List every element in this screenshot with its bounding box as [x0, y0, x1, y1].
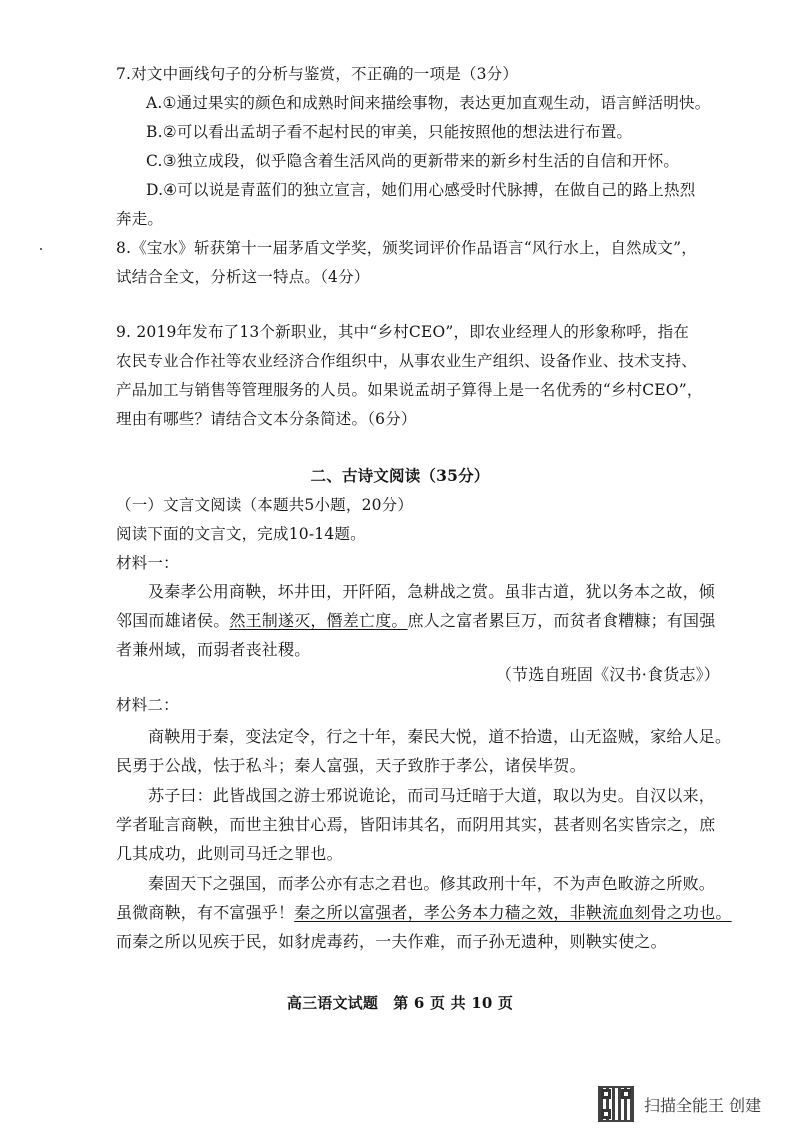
question-8-line-2: 试结合全文，分析这一特点。（4分）	[116, 268, 370, 286]
material-2-para-1-line-2: 民勇于公战，怯于私斗；秦人富强，天子致胙于孝公，诸侯毕贺。	[116, 756, 586, 775]
question-9-line-3: 产品加工与销售等管理服务的人员。如果说孟胡子算得上是一名优秀的“乡村CEO”，	[116, 381, 703, 399]
question-9-line-4: 理由有哪些？请结合文本分条简述。（6分）	[116, 410, 417, 428]
question-7-option-a: A.①通过果实的颜色和成熟时间来描绘事物，表达更加直观生动，语言鲜活明快。	[146, 94, 711, 112]
scanner-watermark	[598, 1084, 788, 1124]
material-2-para-2-line-2: 学者耻言商鞅，而世主独甘心焉，皆阳讳其名，而阴用其实，甚者则名实皆宗之，庶	[116, 815, 716, 834]
material-1-line-2-start: 邻国而雄诸侯。	[116, 611, 230, 630]
material-1-line-2	[116, 611, 715, 631]
reading-instruction: 阅读下面的文言文，完成10-14题。	[116, 525, 366, 543]
material-1-label: 材料一：	[116, 554, 179, 572]
material-2-para-3-line-3: 而秦之所以见疾于民，如豺虎毒药，一夫作难，而子孙无遗种，则鞅实使之。	[116, 932, 667, 951]
question-9-line-1: 9. 2019年发布了13个新职业，其中“乡村CEO”，即农业经理人的形象称呼，指在	[116, 323, 690, 341]
underlined-sentence-2: 秦之所以富强者，孝公务本力穑之效，非鞅流血刻骨之功也。	[294, 903, 732, 922]
question-8-line-1: 8.《宝水》斩获第十一届茅盾文学奖，颁奖词评价作品语言“风行水上，自然成文”，	[116, 239, 697, 257]
question-7-option-c: C.③独立成段，似乎隐含着生活风尚的更新带来的新乡村生活的自信和开怀。	[146, 152, 680, 170]
material-1-line-1: 及秦孝公用商鞅，坏井田，开阡陌，急耕战之赏。虽非古道，犹以务本之故，倾	[148, 582, 716, 601]
material-1-line-2-end: 庶人之富者累巨万，而贫者食糟糠；有国强	[407, 611, 716, 630]
question-7-option-d: D.④可以说是青蓝们的独立宣言，她们用心感受时代脉搏，在做自己的路上热烈	[146, 181, 696, 199]
scan-speck	[40, 248, 42, 250]
material-2-para-2-line-1: 苏子曰：此皆战国之游士邪说诡论，而司马迁暗于大道，取以为史。自汉以来，	[148, 786, 716, 805]
material-1-source: （节选自班固《汉书·食货志》）	[495, 665, 720, 684]
material-2-para-3-line-2-start: 虽微商鞅，有不富强乎！	[116, 903, 295, 922]
question-7-stem: 7.对文中画线句子的分析与鉴赏，不正确的一项是（3分）	[116, 65, 519, 83]
material-2-para-3-line-2	[116, 903, 732, 923]
section-2-title: 二、古诗文阅读（35分）	[310, 466, 490, 485]
material-2-label: 材料二：	[116, 696, 179, 714]
question-7-option-d-continued: 奔走。	[116, 210, 164, 228]
question-7-option-b: B.②可以看出孟胡子看不起村民的审美，只能按照他的想法进行布置。	[146, 123, 633, 141]
qr-corner-marker	[601, 1109, 611, 1119]
qr-code-icon	[598, 1086, 634, 1122]
section-2-subtitle: （一）文言文阅读（本题共5小题，20分）	[116, 496, 414, 514]
material-2-para-1-line-1: 商鞅用于秦，变法定令，行之十年，秦民大悦，道不拾遗，山无盗贼，家给人足。	[148, 727, 732, 746]
material-2-para-3-line-1: 秦固天下之强国，而孝公亦有志之君也。修其政刑十年，不为声色畋游之所败。	[148, 874, 716, 893]
watermark-text: 扫描全能王 创建	[644, 1095, 762, 1115]
question-9-line-2: 农民专业合作社等农业经济合作组织中，从事农业生产组织、设备作业、技术支持、	[116, 352, 697, 370]
page-footer: 高三语文试题 第 6 页 共 10 页	[286, 994, 514, 1012]
material-2-para-2-line-3: 几其成功，此则司马迁之罪也。	[116, 844, 343, 863]
underlined-sentence-1: 然王制遂灭，僭差亡度。	[229, 611, 408, 630]
material-1-line-3: 者兼州域，而弱者丧社稷。	[116, 640, 311, 659]
